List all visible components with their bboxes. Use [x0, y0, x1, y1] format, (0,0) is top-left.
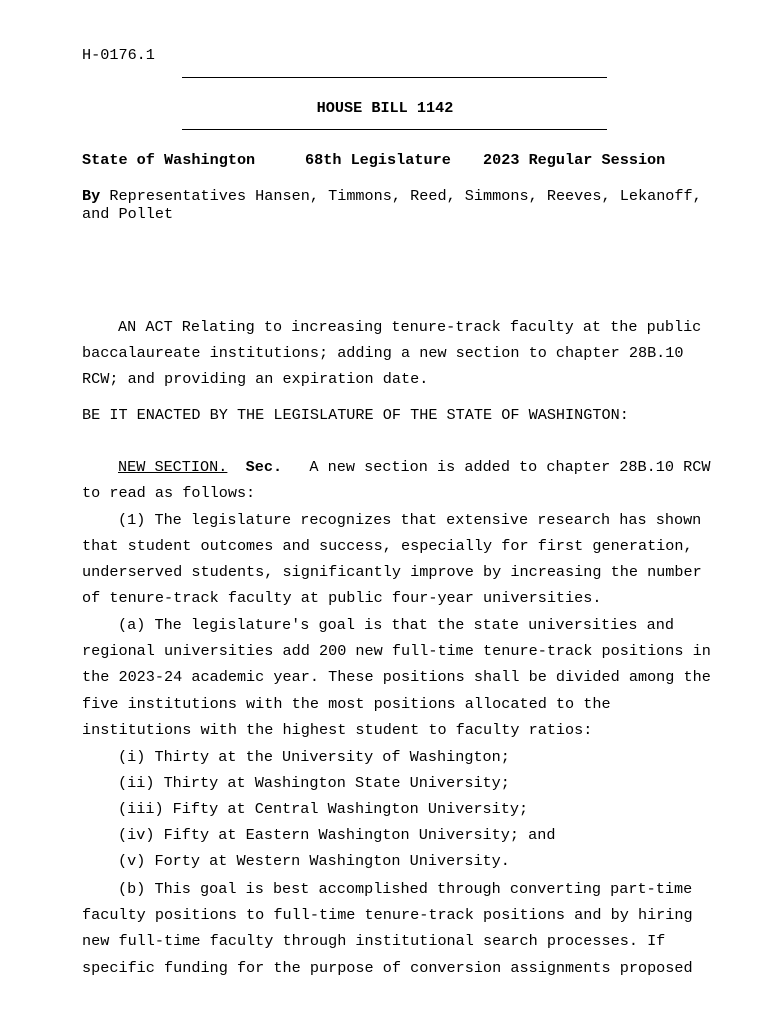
section-line: (1) The legislature recognizes that extensive research has shown: [118, 511, 702, 529]
section-line: (iv) Fifty at Eastern Washington University; and: [118, 826, 556, 844]
sponsors-line-2: and Pollet: [82, 205, 174, 223]
section-line: five institutions with the most positions allocated to the: [82, 695, 611, 713]
act-line-1: AN ACT Relating to increasing tenure-track faculty at the public: [118, 318, 702, 336]
bill-title: HOUSE BILL 1142: [316, 99, 454, 117]
section-line: that student outcomes and success, especially for first generation,: [82, 537, 693, 555]
section-line: (v) Forty at Western Washington University.: [118, 852, 510, 870]
section-line: underserved students, significantly improve by increasing the number: [82, 563, 702, 581]
new-section-label: NEW SECTION.: [118, 458, 228, 476]
title-rule-top: [182, 77, 607, 78]
act-line-2: baccalaureate institutions; adding a new section to chapter 28B.10: [82, 344, 684, 362]
document-id: H-0176.1: [82, 46, 155, 64]
sec-label: Sec.: [245, 458, 283, 476]
enacting-clause: BE IT ENACTED BY THE LEGISLATURE OF THE STATE OF WASHINGTON:: [82, 406, 629, 424]
section-line: faculty positions to full-time tenure-track positions and by hiring: [82, 906, 693, 924]
section-line: (iii) Fifty at Central Washington University;: [118, 800, 529, 818]
section-line: specific funding for the purpose of conversion assignments proposed: [82, 959, 693, 977]
section-line: new full-time faculty through institutional search processes. If: [82, 932, 666, 950]
section-line: (a) The legislature's goal is that the state universities and: [118, 616, 674, 634]
section-line: regional universities add 200 new full-time tenure-track positions in: [82, 642, 711, 660]
section-intro-text: A new section is added to chapter 28B.10 RCW: [309, 458, 711, 476]
section-intro-line-1: [118, 458, 710, 476]
by-label: By: [82, 187, 101, 205]
sponsors-text-1: Representatives Hansen, Timmons, Reed, Simmons, Reeves, Lekanoff,: [109, 187, 702, 205]
legislature-number: 68th Legislature: [305, 151, 451, 169]
section-line: (b) This goal is best accomplished through converting part-time: [118, 880, 693, 898]
state-name: State of Washington: [82, 151, 256, 169]
act-line-3: RCW; and providing an expiration date.: [82, 370, 429, 388]
sponsors-line-1: [82, 187, 702, 205]
section-line: the 2023-24 academic year. These positions shall be divided among the: [82, 668, 711, 686]
section-line: of tenure-track faculty at public four-year universities.: [82, 589, 602, 607]
section-intro-line-2: to read as follows:: [82, 484, 256, 502]
section-line: (ii) Thirty at Washington State University;: [118, 774, 510, 792]
session-name: 2023 Regular Session: [483, 151, 666, 169]
section-line: (i) Thirty at the University of Washington;: [118, 748, 510, 766]
section-line: institutions with the highest student to faculty ratios:: [82, 721, 593, 739]
title-rule-bottom: [182, 129, 607, 130]
